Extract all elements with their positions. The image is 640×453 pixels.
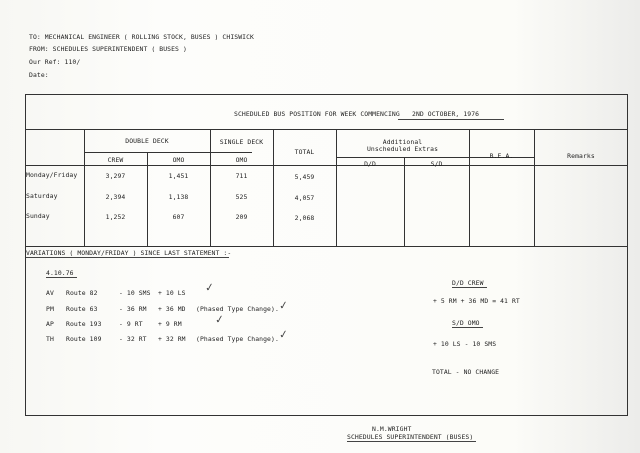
var-route: Route 63 [66,305,98,313]
cell-omo-sd: 525 [235,193,248,201]
var-garage: AV [46,289,54,297]
cell-omo-sd: 711 [235,172,248,180]
row-day: Saturday [26,192,58,200]
header-sd: S/D [430,160,443,168]
var-note: (Phased Type Change). [196,305,279,313]
sd-omo-text: + 10 LS - 10 SMS [433,340,497,348]
cell-omo-dd: 607 [172,213,185,221]
var-note: (Phased Type Change). [196,335,279,343]
header-total: TOTAL [294,148,315,156]
table-rule [84,152,252,153]
cell-crew: 2,394 [105,193,126,201]
var-garage: PM [46,305,54,313]
cell-omo-dd: 1,138 [168,193,189,201]
header-unscheduled-extras: Unscheduled Extras [366,145,439,153]
check-mark-icon: ✓ [278,298,290,313]
var-change-minus: - 10 SMS [119,289,151,297]
variations-date-underline [46,277,77,278]
header-bea: B.E.A. [489,152,514,160]
cell-total: 2,068 [294,214,315,222]
row-day: Monday/Friday [26,171,78,179]
cell-total: 4,057 [294,194,315,202]
memo-ref: Our Ref: 110/ [29,58,81,66]
table-rule [25,246,628,247]
table-rule [404,157,405,246]
var-change-plus: + 36 MD [158,305,186,313]
variations-underline [26,257,229,258]
memo-date: Date: [29,71,49,79]
var-change-minus: - 36 RM [119,305,147,313]
table-rule [273,129,274,246]
dd-crew-text: + 5 RM + 36 MD = 41 RT [433,297,520,305]
table-week-date: 2ND OCTOBER, 1976 [412,110,480,118]
var-route: Route 109 [66,335,102,343]
variations-heading: VARIATIONS ( MONDAY/FRIDAY ) SINCE LAST STATEMENT :- [26,249,232,257]
cell-crew: 1,252 [105,213,126,221]
header-single-deck: SINGLE DECK [219,138,264,146]
var-change-minus: - 9 RT [119,320,143,328]
cell-omo-dd: 1,451 [168,172,189,180]
table-rule [534,129,535,246]
memo-to: TO: MECHANICAL ENGINEER ( ROLLING STOCK, BUSES ) CHISWICK [29,33,255,41]
check-mark-icon: ✓ [278,327,290,342]
signature-name: N.M.WRIGHT [372,425,412,433]
header-omo: OMO [172,156,185,164]
table-rule [210,129,211,246]
table-rule [25,165,628,166]
table-rule [84,129,85,246]
header-dd: D/D [364,160,376,168]
variations-date: 4.10.76 [46,269,74,277]
date-underline [398,119,504,120]
signature-title: SCHEDULES SUPERINTENDENT (BUSES) [347,433,474,441]
dd-crew-underline [452,287,487,288]
header-additional: Additional [382,138,423,146]
sd-omo-underline [452,327,483,328]
header-double-deck: DOUBLE DECK [125,137,169,145]
var-route: Route 82 [66,289,98,297]
check-mark-icon: ✓ [204,280,216,295]
cell-omo-sd: 209 [235,213,248,221]
var-change-plus: + 9 RM [158,320,182,328]
var-change-plus: + 10 LS [158,289,186,297]
sd-omo-heading: S/D OMO [452,319,480,327]
row-day: Sunday [26,212,50,220]
table-title: SCHEDULED BUS POSITION FOR WEEK COMMENCING [234,110,400,118]
dd-crew-heading: D/D CREW [452,279,484,287]
header-remarks: Remarks [567,152,595,160]
header-omo-single: OMO [235,156,248,164]
signature-underline [347,441,476,442]
var-change-minus: - 32 RT [119,335,147,343]
total-text: TOTAL - NO CHANGE [432,368,500,376]
var-garage: TH [46,335,54,343]
cell-crew: 3,297 [105,172,126,180]
var-route: Route 193 [66,320,102,328]
cell-total: 5,459 [294,173,315,181]
memo-from: FROM: SCHEDULES SUPERINTENDENT ( BUSES ) [29,45,187,53]
table-rule [469,129,470,246]
table-rule [25,129,628,130]
var-change-plus: + 32 RM [158,335,186,343]
var-garage: AP [46,320,54,328]
check-mark-icon: ✓ [214,312,226,327]
header-crew: CREW [107,156,124,164]
